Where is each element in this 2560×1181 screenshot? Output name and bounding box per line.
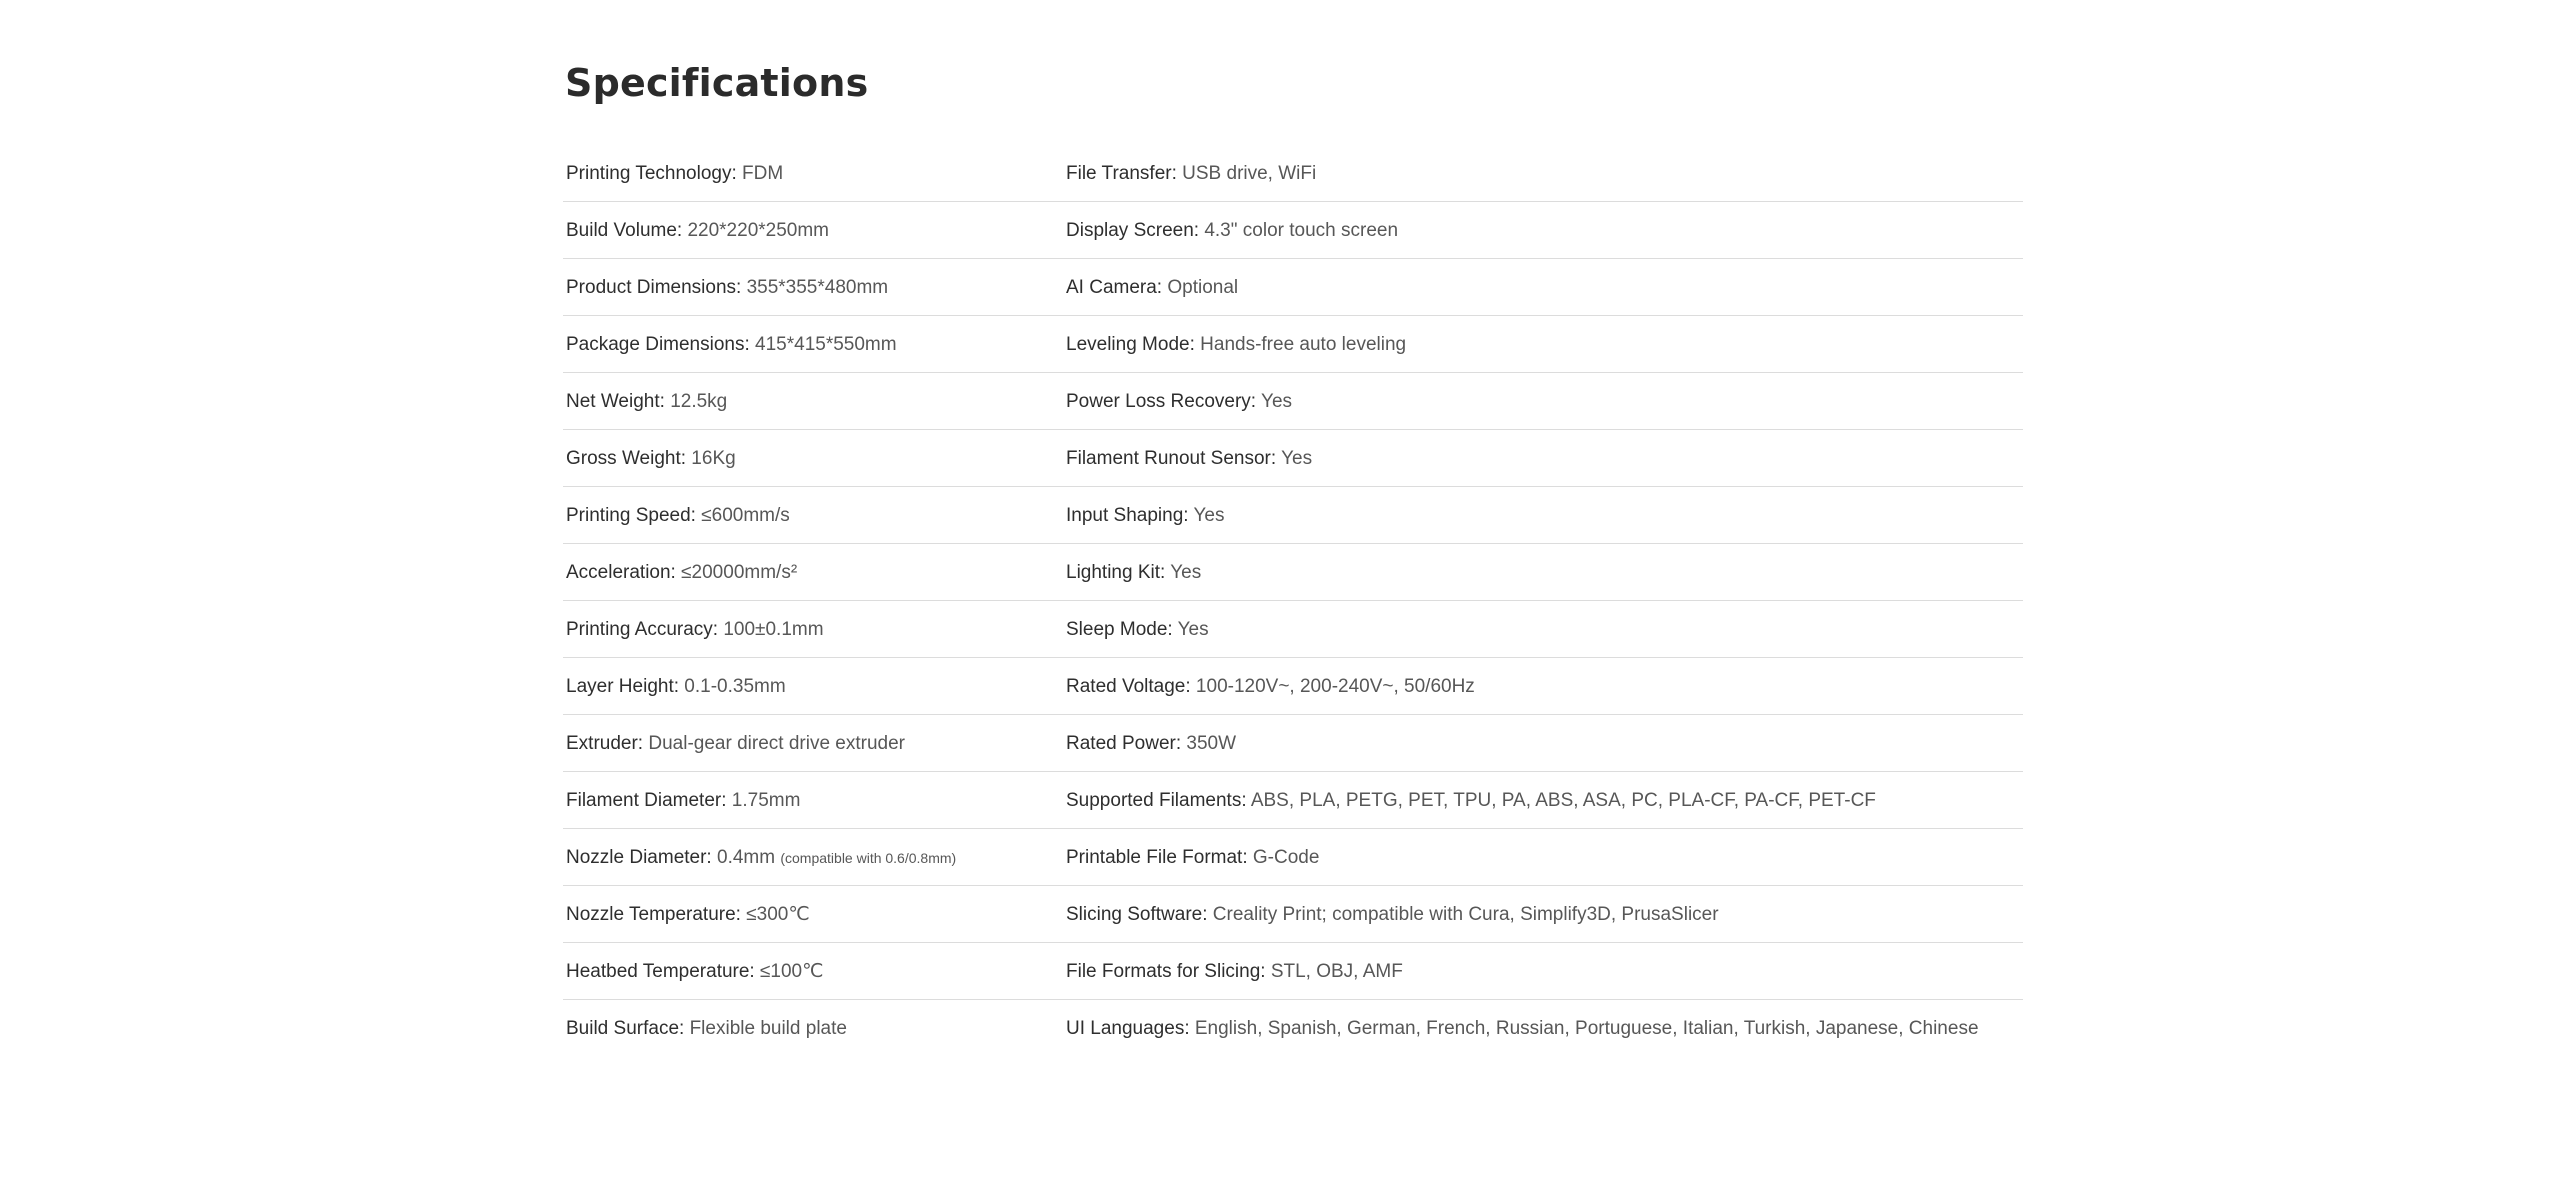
spec-item-left (563, 734, 1063, 753)
spec-item-right (1063, 620, 2023, 639)
spec-value: Yes (1256, 390, 1293, 412)
spec-item-left (563, 278, 1063, 297)
spec-label: Layer Height: (566, 675, 680, 697)
spec-table (563, 145, 2023, 1056)
spec-row (563, 429, 2023, 486)
spec-item-right (1063, 392, 2023, 411)
spec-label: AI Camera: (1066, 276, 1163, 298)
spec-label: Filament Diameter: (566, 789, 727, 811)
spec-value: G-Code (1247, 846, 1320, 868)
spec-row (563, 999, 2023, 1056)
spec-row (563, 771, 2023, 828)
spec-label: Nozzle Diameter: (566, 846, 712, 868)
spec-item-left (563, 506, 1063, 525)
spec-item-left (563, 848, 1063, 867)
spec-label: Slicing Software: (1066, 903, 1208, 925)
spec-label: Extruder: (566, 732, 644, 754)
spec-item-right (1063, 164, 2023, 183)
spec-item-left (563, 335, 1063, 354)
spec-label: Printing Accuracy: (566, 618, 719, 640)
spec-value: 0.4mm (711, 846, 781, 868)
spec-item-right (1063, 1019, 2023, 1038)
spec-value: 12.5kg (664, 390, 728, 412)
spec-value: 4.3" color touch screen (1199, 219, 1399, 241)
spec-value: 350W (1181, 732, 1237, 754)
spec-value: Hands-free auto leveling (1194, 333, 1407, 355)
spec-value: Yes (1276, 447, 1313, 469)
spec-value: 415*415*550mm (749, 333, 897, 355)
spec-value: Creality Print; compatible with Cura, Simplify3D, PrusaSlicer (1207, 903, 1719, 925)
spec-label: UI Languages: (1066, 1017, 1190, 1039)
spec-row (563, 258, 2023, 315)
spec-label: Rated Voltage: (1066, 675, 1191, 697)
spec-item-right (1063, 278, 2023, 297)
spec-row (563, 714, 2023, 771)
spec-row (563, 486, 2023, 543)
spec-item-left (563, 791, 1063, 810)
spec-item-left (563, 392, 1063, 411)
spec-label: Heatbed Temperature: (566, 960, 755, 982)
spec-row (563, 942, 2023, 999)
spec-item-right (1063, 221, 2023, 240)
spec-label: File Transfer: (1066, 162, 1177, 184)
spec-value: 0.1-0.35mm (679, 675, 786, 697)
spec-label: Net Weight: (566, 390, 665, 412)
spec-value: 220*220*250mm (682, 219, 830, 241)
spec-label: Leveling Mode: (1066, 333, 1195, 355)
spec-label: Build Surface: (566, 1017, 685, 1039)
spec-value: FDM (736, 162, 784, 184)
spec-value: 100-120V~, 200-240V~, 50/60Hz (1190, 675, 1475, 697)
spec-label: Product Dimensions: (566, 276, 742, 298)
spec-item-left (563, 962, 1063, 981)
spec-value: Yes (1172, 618, 1209, 640)
spec-row (563, 885, 2023, 942)
spec-value: 1.75mm (726, 789, 801, 811)
spec-value: 16Kg (686, 447, 736, 469)
spec-label: Supported Filaments: (1066, 789, 1247, 811)
spec-row (563, 315, 2023, 372)
spec-item-right (1063, 335, 2023, 354)
spec-label: Input Shaping: (1066, 504, 1189, 526)
spec-value: English, Spanish, German, French, Russian, Portuguese, Italian, Turkish, Japanese, Chinese (1189, 1017, 1979, 1039)
spec-item-right (1063, 734, 2023, 753)
spec-row (563, 543, 2023, 600)
spec-item-left (563, 563, 1063, 582)
spec-value: ≤300℃ (740, 903, 810, 925)
spec-label: Rated Power: (1066, 732, 1182, 754)
spec-label: File Formats for Slicing: (1066, 960, 1266, 982)
page-title: Specifications (565, 61, 869, 105)
spec-value: Optional (1162, 276, 1239, 298)
spec-label: Nozzle Temperature: (566, 903, 741, 925)
spec-item-right (1063, 791, 2023, 810)
spec-row (563, 372, 2023, 429)
spec-item-left (563, 164, 1063, 183)
spec-label: Filament Runout Sensor: (1066, 447, 1277, 469)
spec-item-left (563, 677, 1063, 696)
spec-label: Printing Speed: (566, 504, 696, 526)
spec-item-left (563, 1019, 1063, 1038)
spec-row (563, 657, 2023, 714)
spec-value: ≤600mm/s (695, 504, 790, 526)
spec-value: Yes (1188, 504, 1225, 526)
spec-value: 100±0.1mm (718, 618, 824, 640)
spec-label: Acceleration: (566, 561, 676, 583)
spec-value: ≤100℃ (754, 960, 824, 982)
spec-label: Display Screen: (1066, 219, 1200, 241)
spec-item-left (563, 620, 1063, 639)
spec-item-right (1063, 848, 2023, 867)
spec-label: Sleep Mode: (1066, 618, 1173, 640)
spec-value: Flexible build plate (684, 1017, 847, 1039)
spec-label: Lighting Kit: (1066, 561, 1166, 583)
spec-label: Build Volume: (566, 219, 683, 241)
spec-value: ABS, PLA, PETG, PET, TPU, PA, ABS, ASA, PC, PLA-CF, PA-CF, PET-CF (1246, 789, 1876, 811)
spec-label: Gross Weight: (566, 447, 687, 469)
spec-label: Power Loss Recovery: (1066, 390, 1257, 412)
spec-value: STL, OBJ, AMF (1265, 960, 1403, 982)
spec-label: Printing Technology: (566, 162, 737, 184)
spec-label: Package Dimensions: (566, 333, 750, 355)
spec-note: (compatible with 0.6/0.8mm) (780, 849, 957, 866)
spec-value: Yes (1165, 561, 1202, 583)
spec-item-right (1063, 449, 2023, 468)
spec-item-right (1063, 563, 2023, 582)
spec-label: Printable File Format: (1066, 846, 1248, 868)
spec-item-left (563, 905, 1063, 924)
spec-item-left (563, 221, 1063, 240)
spec-value: ≤20000mm/s² (675, 561, 798, 583)
spec-item-right (1063, 905, 2023, 924)
spec-value: 355*355*480mm (741, 276, 889, 298)
spec-item-right (1063, 962, 2023, 981)
spec-row (563, 201, 2023, 258)
spec-row (563, 828, 2023, 885)
spec-row (563, 145, 2023, 201)
spec-row (563, 600, 2023, 657)
spec-value: USB drive, WiFi (1176, 162, 1317, 184)
spec-value: Dual-gear direct drive extruder (643, 732, 905, 754)
spec-item-right (1063, 677, 2023, 696)
spec-item-left (563, 449, 1063, 468)
spec-item-right (1063, 506, 2023, 525)
